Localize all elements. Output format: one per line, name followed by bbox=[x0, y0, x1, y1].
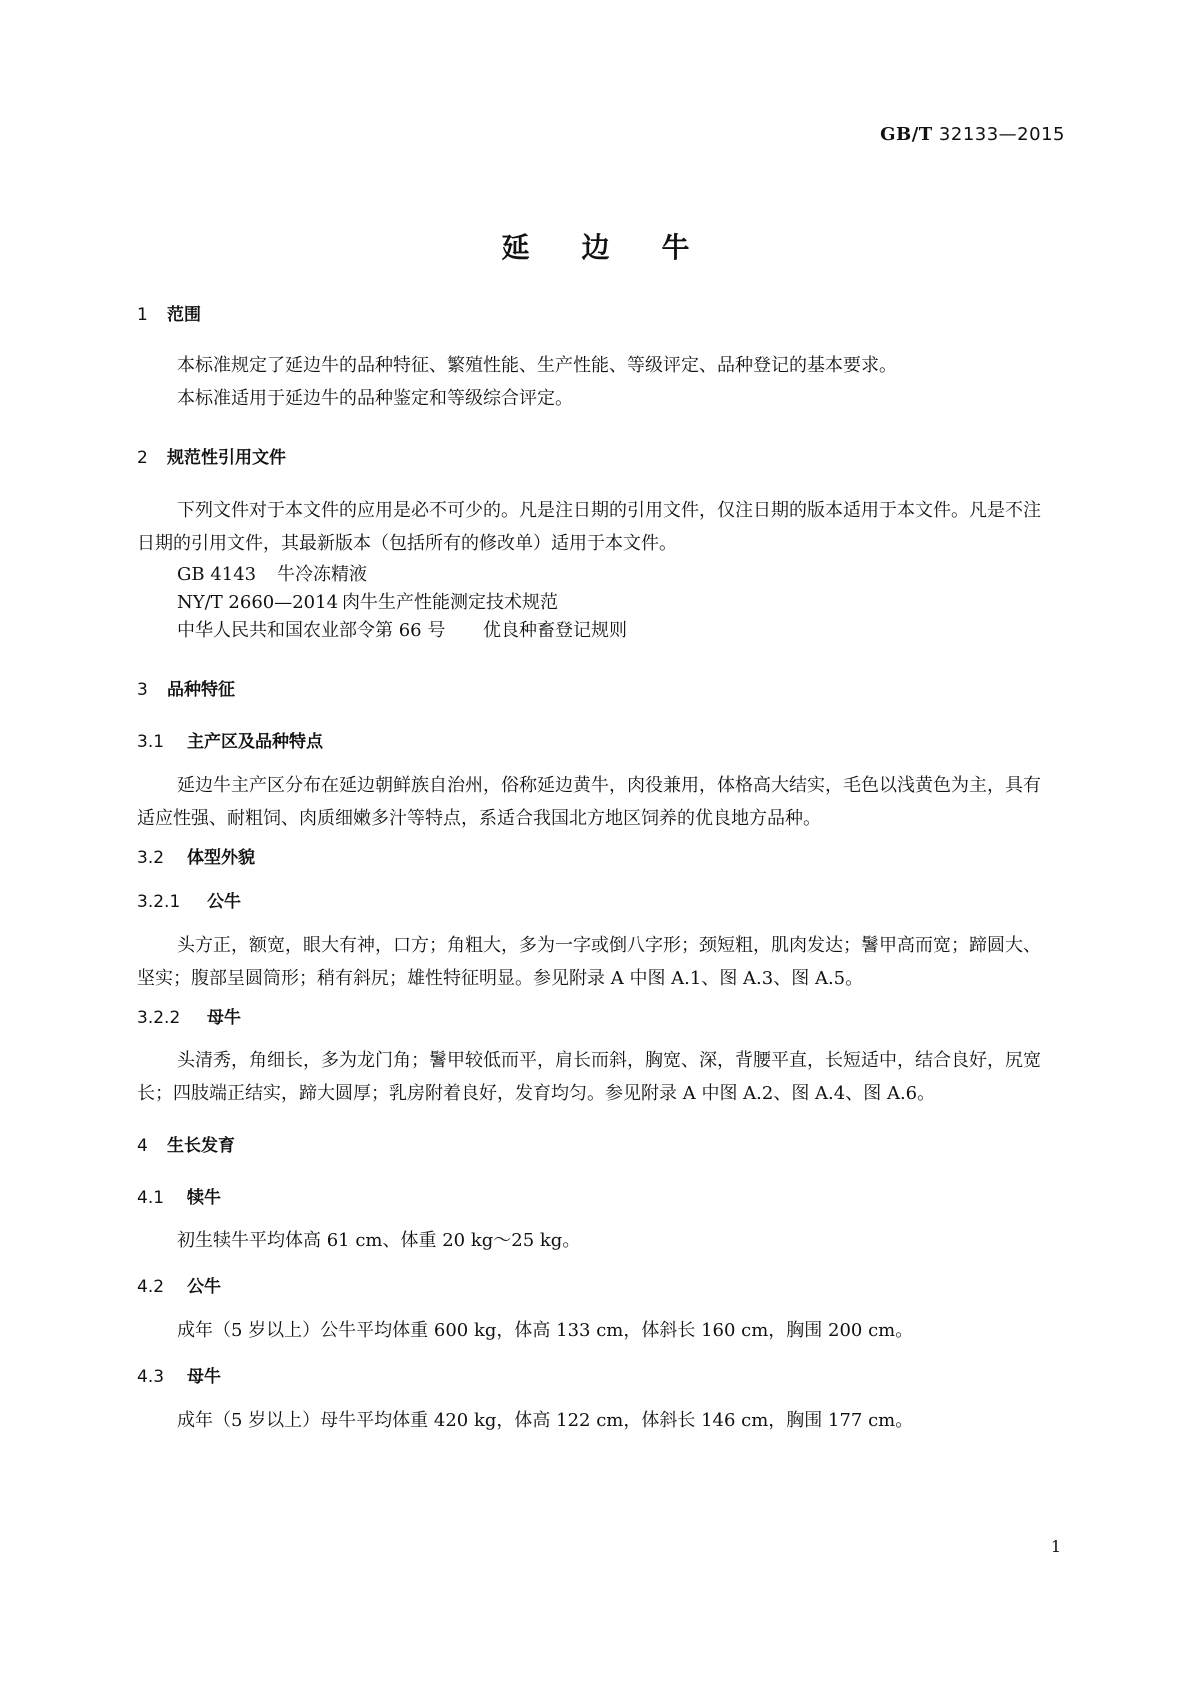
reference-item bbox=[177, 588, 558, 614]
reference-code: NY/T 2660—2014 bbox=[177, 592, 339, 613]
reference-code: GB 4143 bbox=[177, 564, 257, 585]
standard-prefix: GB/T bbox=[880, 124, 933, 145]
section-title: 母牛 bbox=[187, 1367, 221, 1387]
section-title: 主产区及品种特点 bbox=[187, 732, 323, 752]
section-4-2-paragraph: 成年（5 岁以上）公牛平均体重 600 kg，体高 133 cm，体斜长 160 cm，胸围 200 cm。 bbox=[177, 1320, 914, 1341]
page-number: 1 bbox=[1050, 1537, 1061, 1556]
section-number: 4.2 bbox=[137, 1277, 165, 1297]
section-3-2-1-paragraph: 头方正，额宽，眼大有神，口方；角粗大，多为一字或倒八字形；颈短粗，肌肉发达；鬐甲高而宽；蹄圆大、坚实；腹部呈圆筒形；稍有斜尻；雄性特征明显。参见附录 A 中图 A.1、图 A.3、图 A.5。 bbox=[137, 935, 1041, 989]
reference-name: 牛冷冻精液 bbox=[277, 564, 367, 585]
section-title: 范围 bbox=[167, 305, 201, 325]
section-title: 母牛 bbox=[207, 1008, 241, 1028]
standard-number bbox=[880, 124, 1065, 145]
section-3-2-heading bbox=[137, 843, 255, 868]
section-number: 3.1 bbox=[137, 732, 165, 752]
section-number: 4.1 bbox=[137, 1188, 165, 1208]
section-number: 3 bbox=[137, 680, 148, 700]
section-1-paragraph-2: 本标准适用于延边牛的品种鉴定和等级综合评定。 bbox=[177, 388, 573, 409]
section-3-2-2-paragraph: 头清秀，角细长，多为龙门角；鬐甲较低而平，肩长而斜，胸宽、深，背腰平直，长短适中，结合良好，尻宽长；四肢端正结实，蹄大圆厚；乳房附着良好，发育均匀。参见附录 A 中图 A.2、图 A.4、图 A.6。 bbox=[137, 1050, 1041, 1104]
section-title: 体型外貌 bbox=[187, 848, 255, 868]
section-title: 公牛 bbox=[207, 892, 241, 912]
section-number: 4.3 bbox=[137, 1367, 165, 1387]
section-number: 2 bbox=[137, 448, 148, 468]
section-number: 1 bbox=[137, 305, 148, 325]
section-2-paragraph-1: 下列文件对于本文件的应用是必不可少的。凡是注日期的引用文件，仅注日期的版本适用于本文件。凡是不注日期的引用文件，其最新版本（包括所有的修改单）适用于本文件。 bbox=[137, 500, 1041, 554]
section-3-2-1-heading bbox=[137, 887, 241, 912]
standard-code: 32133—2015 bbox=[938, 124, 1065, 145]
section-4-3-heading bbox=[137, 1362, 221, 1387]
section-title: 犊牛 bbox=[187, 1188, 221, 1208]
section-number: 3.2.2 bbox=[137, 1008, 181, 1028]
section-4-1-paragraph: 初生犊牛平均体高 61 cm、体重 20 kg～25 kg。 bbox=[177, 1230, 581, 1251]
document-title: 延边牛 bbox=[501, 231, 742, 264]
section-1-paragraph-1: 本标准规定了延边牛的品种特征、繁殖性能、生产性能、等级评定、品种登记的基本要求。 bbox=[177, 355, 897, 376]
reference-item bbox=[177, 560, 367, 586]
section-number: 3.2.1 bbox=[137, 892, 181, 912]
section-title: 规范性引用文件 bbox=[167, 448, 286, 468]
section-number: 3.2 bbox=[137, 848, 165, 868]
section-title: 品种特征 bbox=[167, 680, 235, 700]
section-2-heading bbox=[137, 443, 286, 468]
section-4-3-paragraph: 成年（5 岁以上）母牛平均体重 420 kg，体高 122 cm，体斜长 146 cm，胸围 177 cm。 bbox=[177, 1410, 914, 1431]
reference-code: 中华人民共和国农业部令第 66 号 bbox=[177, 620, 446, 641]
section-title: 公牛 bbox=[187, 1277, 221, 1297]
reference-name: 肉牛生产性能测定技术规范 bbox=[342, 592, 558, 613]
section-4-heading bbox=[137, 1131, 235, 1156]
reference-item bbox=[177, 616, 627, 642]
section-1-heading bbox=[137, 300, 201, 325]
section-3-heading bbox=[137, 675, 235, 700]
section-3-2-2-heading bbox=[137, 1003, 241, 1028]
reference-name: 优良种畜登记规则 bbox=[483, 620, 627, 641]
section-number: 4 bbox=[137, 1136, 148, 1156]
section-title: 生长发育 bbox=[167, 1136, 235, 1156]
section-4-2-heading bbox=[137, 1272, 221, 1297]
section-4-1-heading bbox=[137, 1183, 221, 1208]
section-3-1-heading bbox=[137, 727, 323, 752]
section-3-1-paragraph: 延边牛主产区分布在延边朝鲜族自治州，俗称延边黄牛，肉役兼用，体格高大结实，毛色以浅黄色为主，具有适应性强、耐粗饲、肉质细嫩多汁等特点，系适合我国北方地区饲养的优良地方品种。 bbox=[137, 775, 1041, 829]
